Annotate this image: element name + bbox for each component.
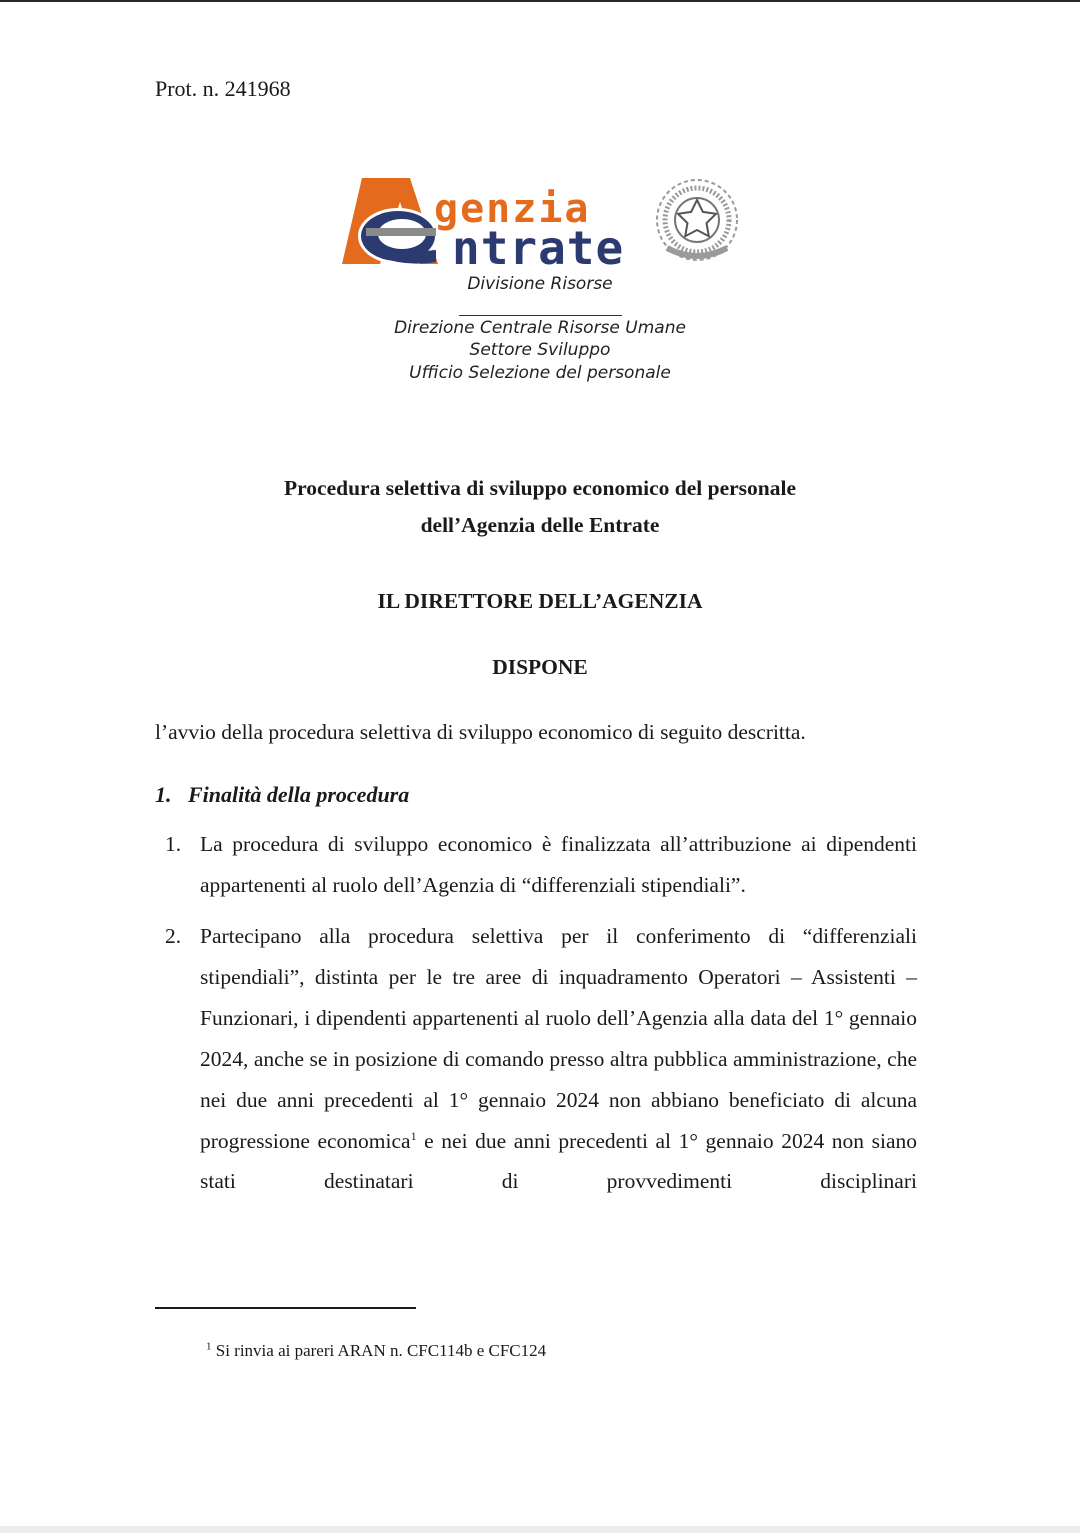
list-item (165, 824, 917, 906)
footnote-text: Si rinvia ai pareri ARAN n. CFC114b e CFC124 (215, 1341, 547, 1360)
list-item (165, 916, 917, 1202)
division-label: Divisione Risorse (467, 274, 613, 294)
section-1-title: Finalità della procedura (188, 782, 410, 807)
agenzia-emblem (342, 178, 438, 264)
document-title-line-1: Procedura selettiva di sviluppo economico del personale (284, 476, 796, 500)
division-separator (459, 315, 622, 316)
logo-word-genzia: genzia (434, 186, 591, 232)
list-item-text: La procedura di sviluppo economico è finalizzata all’attribuzione ai dipendenti appartenenti al ruolo dell’Agenzia di “differenziali stipendiali”. (200, 832, 917, 897)
footnote (206, 1341, 546, 1361)
intro-paragraph: l’avvio della procedura selettiva di sviluppo economico di seguito descritta. (155, 720, 806, 744)
agenzia-entrate-logo (340, 172, 750, 272)
department-line-2: Settore Sviluppo (469, 340, 611, 360)
list-item-text (200, 916, 917, 1202)
protocol-number: Prot. n. 241968 (155, 76, 291, 101)
footnote-reference[interactable]: 1 (410, 1128, 417, 1143)
italian-republic-emblem (657, 180, 737, 260)
dispone-heading: DISPONE (492, 655, 588, 679)
list-item-number: 2. (165, 924, 182, 948)
issuer-heading: IL DIRETTORE DELL’AGENZIA (377, 589, 703, 613)
footnote-separator (155, 1307, 416, 1309)
document-title-line-2: dell’Agenzia delle Entrate (420, 513, 660, 537)
page-top-border (0, 0, 1080, 2)
footnote-number: 1 (206, 1340, 212, 1353)
list-item-number: 1. (165, 832, 182, 856)
department-line-3: Ufficio Selezione del personale (409, 363, 671, 383)
section-1-heading (155, 782, 409, 808)
list-item-text-part-1: Partecipano alla procedura selettiva per il conferimento di “differenziali stipendiali”, distinta per le tre aree di inquadramento Operatori – Assistenti – Funzionari, i dipendenti appartenenti al ruolo dell’Agenzia alla data del 1° gennaio 2024, anche se in posizione di comando presso altra pubblica amministrazione, che nei due anni precedenti al 1° gennaio 2024 non abbiano beneficiato di alcuna progressione economica (200, 924, 917, 1153)
department-line-1: Direzione Centrale Risorse Umane (394, 318, 686, 338)
list-item-text-part-2: e nei due anni precedenti al 1° gennaio 2024 non siano stati destinatari di provvedimenti disciplinari (200, 1128, 918, 1194)
section-1-number: 1. (155, 782, 172, 807)
logo-word-ntrate: ntrate (452, 221, 625, 272)
page-bottom-band (0, 1526, 1080, 1533)
